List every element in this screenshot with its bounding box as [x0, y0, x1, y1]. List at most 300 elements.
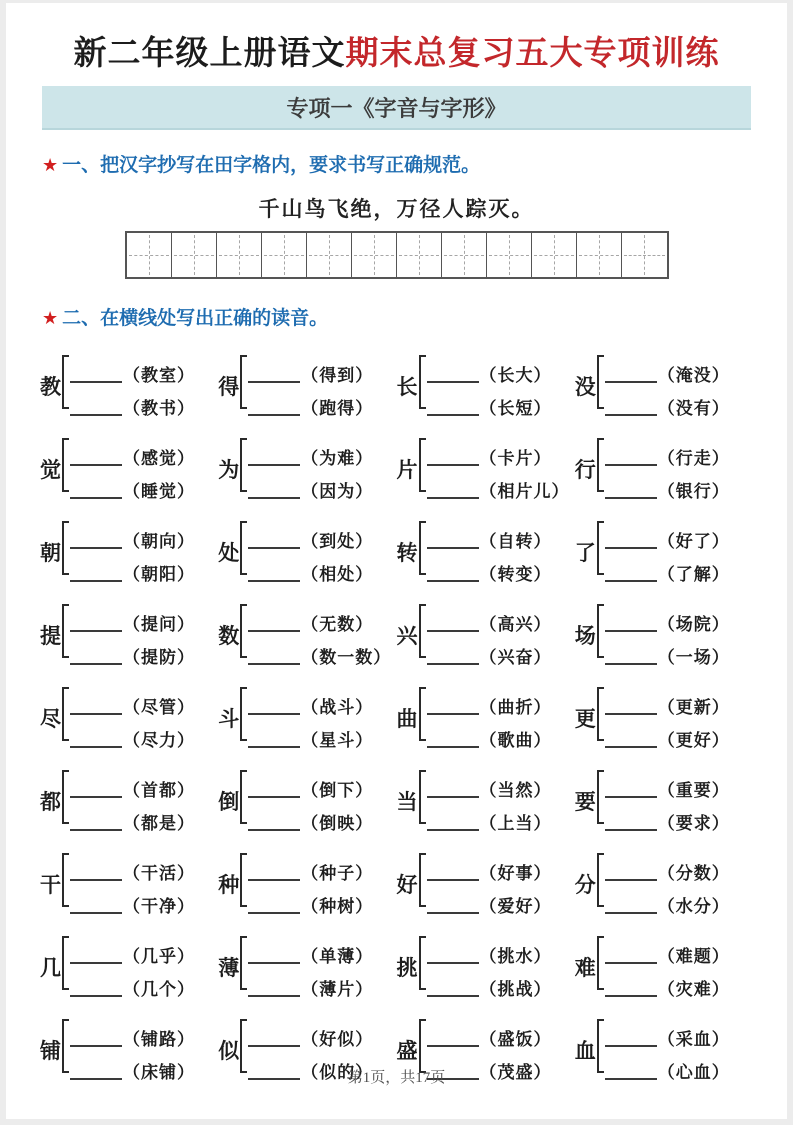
example-word: （好事）	[479, 864, 552, 883]
answer-blank	[70, 746, 122, 748]
word-pair-row	[70, 718, 195, 751]
word-pair-row	[427, 353, 552, 386]
answer-blank	[248, 796, 300, 798]
answer-blank	[70, 879, 122, 881]
bracket-icon	[597, 521, 604, 575]
group-character: 尽	[40, 707, 61, 731]
example-word: （灾难）	[657, 980, 730, 999]
group-character: 干	[40, 873, 61, 897]
bracket-icon	[62, 936, 69, 990]
example-word: （长短）	[479, 399, 552, 418]
word-pair-row	[70, 685, 195, 718]
word-pair-row	[427, 602, 552, 635]
group-character: 难	[574, 956, 596, 980]
word-pair-row	[605, 519, 730, 552]
example-word: （上当）	[479, 814, 552, 833]
bracket-icon	[419, 355, 426, 409]
bracket-icon	[62, 438, 69, 492]
group-character: 了	[574, 541, 596, 565]
phonetic-group	[397, 844, 575, 924]
word-pair-row	[70, 519, 195, 552]
word-pair-row	[248, 718, 373, 751]
writing-grid	[125, 231, 669, 279]
word-pair-row	[70, 602, 195, 635]
word-pairs	[70, 685, 195, 751]
bracket-icon	[419, 936, 426, 990]
answer-blank	[605, 580, 657, 582]
word-pair-row	[605, 718, 730, 751]
tian-grid-cell	[307, 233, 352, 277]
example-word: （感觉）	[123, 449, 195, 468]
word-pair-row	[605, 469, 730, 502]
word-pair-row	[248, 934, 373, 967]
word-pairs	[427, 353, 552, 419]
bracket-icon	[240, 936, 247, 990]
answer-blank	[70, 713, 122, 715]
word-pair-row	[427, 635, 552, 668]
example-word: （睡觉）	[123, 482, 195, 501]
word-pair-row	[70, 884, 195, 917]
example-word: （朝阳）	[123, 565, 195, 584]
example-word: （为难）	[301, 449, 374, 468]
word-pair-row	[605, 851, 730, 884]
answer-blank	[605, 630, 657, 632]
answer-blank	[605, 713, 657, 715]
example-word: （尽管）	[123, 698, 195, 717]
word-pair-row	[248, 436, 373, 469]
group-character: 种	[218, 873, 240, 897]
answer-blank	[427, 746, 479, 748]
answer-blank	[605, 547, 657, 549]
example-word: （数一数）	[301, 648, 392, 667]
group-character: 没	[574, 375, 596, 399]
answer-blank	[605, 912, 657, 914]
phonetic-group	[575, 678, 753, 758]
word-pairs	[248, 602, 391, 668]
bracket-icon	[597, 770, 604, 824]
example-word: （干净）	[123, 897, 195, 916]
word-pairs	[605, 602, 730, 668]
example-word: （因为）	[301, 482, 374, 501]
answer-blank	[427, 580, 479, 582]
answer-blank	[70, 547, 122, 549]
bracket-icon	[62, 853, 69, 907]
word-pair-row	[605, 884, 730, 917]
example-word: （了解）	[657, 565, 730, 584]
group-character: 铺	[40, 1039, 61, 1063]
word-pairs	[605, 519, 730, 585]
bracket-icon	[597, 936, 604, 990]
word-pair-row	[248, 552, 373, 585]
bracket-icon	[597, 355, 604, 409]
example-word: （盛饭）	[479, 1030, 552, 1049]
group-character: 当	[396, 790, 418, 814]
phonetic-group	[397, 761, 575, 841]
word-pair-row	[427, 768, 552, 801]
phonetic-group	[218, 595, 396, 675]
group-character: 教	[40, 375, 61, 399]
word-pair-row	[70, 934, 195, 967]
phonetic-group	[575, 761, 753, 841]
title-red-part: 期末总复习五大专项训练	[345, 36, 720, 72]
bracket-icon	[419, 521, 426, 575]
answer-blank	[427, 663, 479, 665]
example-word: （自转）	[479, 532, 552, 551]
answer-blank	[248, 547, 300, 549]
answer-blank	[248, 829, 300, 831]
word-pair-row	[427, 718, 552, 751]
word-pairs	[70, 851, 195, 917]
word-pair-row	[70, 801, 195, 834]
example-word: （好了）	[657, 532, 730, 551]
group-character: 盛	[396, 1039, 418, 1063]
example-word: （几个）	[123, 980, 195, 999]
example-word: （铺路）	[123, 1030, 195, 1049]
tian-grid-cell	[442, 233, 487, 277]
answer-blank	[427, 995, 479, 997]
word-pairs	[427, 768, 552, 834]
answer-blank	[605, 1045, 657, 1047]
word-pair-row	[427, 386, 552, 419]
word-pair-row	[605, 768, 730, 801]
word-pair-row	[248, 801, 373, 834]
bracket-icon	[240, 521, 247, 575]
word-pair-row	[427, 1017, 552, 1050]
example-word: （采血）	[657, 1030, 730, 1049]
bracket-icon	[62, 1019, 69, 1073]
group-character: 倒	[218, 790, 240, 814]
answer-blank	[605, 381, 657, 383]
group-character: 曲	[396, 707, 418, 731]
answer-blank	[605, 962, 657, 964]
group-character: 数	[218, 624, 240, 648]
answer-blank	[248, 962, 300, 964]
group-character: 得	[218, 375, 240, 399]
word-pairs	[605, 685, 730, 751]
word-pair-row	[70, 353, 195, 386]
example-word: （教书）	[123, 399, 195, 418]
word-pair-row	[605, 801, 730, 834]
answer-blank	[70, 829, 122, 831]
word-pairs	[248, 353, 373, 419]
group-character: 挑	[396, 956, 418, 980]
example-word: （倒下）	[301, 781, 374, 800]
word-pair-row	[427, 801, 552, 834]
phonetic-group	[40, 346, 218, 426]
group-character: 提	[40, 624, 61, 648]
example-word: （跑得）	[301, 399, 374, 418]
word-pair-row	[248, 685, 373, 718]
example-word: （难题）	[657, 947, 730, 966]
word-pair-row	[605, 386, 730, 419]
example-word: （更新）	[657, 698, 730, 717]
example-word: （分数）	[657, 864, 730, 883]
group-character: 似	[218, 1039, 240, 1063]
answer-blank	[605, 414, 657, 416]
group-character: 斗	[218, 707, 240, 731]
group-character: 好	[396, 873, 418, 897]
answer-blank	[427, 796, 479, 798]
word-pair-row	[427, 552, 552, 585]
bracket-icon	[419, 604, 426, 658]
tian-grid-cell	[172, 233, 217, 277]
word-pair-row	[70, 436, 195, 469]
answer-blank	[427, 414, 479, 416]
tian-grid-cell	[262, 233, 307, 277]
tian-grid-cell	[127, 233, 172, 277]
word-pair-row	[70, 386, 195, 419]
word-pairs	[427, 602, 552, 668]
answer-blank	[70, 796, 122, 798]
answer-blank	[427, 962, 479, 964]
example-word: （提问）	[123, 615, 195, 634]
phonetic-group	[218, 512, 396, 592]
section-banner: 专项一《字音与字形》	[42, 86, 751, 130]
word-pairs	[70, 353, 195, 419]
word-pair-row	[248, 967, 373, 1000]
answer-blank	[248, 995, 300, 997]
word-pair-row	[605, 967, 730, 1000]
answer-blank	[427, 381, 479, 383]
phonetic-group	[40, 761, 218, 841]
group-character: 觉	[40, 458, 61, 482]
word-pair-row	[248, 884, 373, 917]
example-word: （当然）	[479, 781, 552, 800]
word-pairs	[427, 934, 552, 1000]
word-pairs	[70, 934, 195, 1000]
answer-blank	[70, 630, 122, 632]
phonetic-group	[218, 844, 396, 924]
word-pairs	[605, 768, 730, 834]
bracket-icon	[240, 687, 247, 741]
word-pair-row	[427, 934, 552, 967]
star-icon: ★	[42, 308, 59, 328]
example-word: （要求）	[657, 814, 730, 833]
group-character: 处	[218, 541, 240, 565]
answer-blank	[605, 879, 657, 881]
group-character: 更	[574, 707, 596, 731]
group-character: 行	[574, 458, 596, 482]
word-pair-row	[248, 1017, 373, 1050]
word-pair-row	[248, 602, 391, 635]
word-pair-row	[70, 469, 195, 502]
example-word: （一场）	[657, 648, 730, 667]
bracket-icon	[419, 438, 426, 492]
word-pair-row	[427, 519, 552, 552]
example-word: （挑水）	[479, 947, 552, 966]
example-word: （得到）	[301, 366, 374, 385]
example-word: （重要）	[657, 781, 730, 800]
answer-blank	[248, 464, 300, 466]
example-word: （战斗）	[301, 698, 374, 717]
group-character: 场	[574, 624, 596, 648]
phonetic-group	[397, 512, 575, 592]
answer-blank	[70, 464, 122, 466]
word-pair-row	[427, 685, 552, 718]
word-pair-row	[70, 635, 195, 668]
word-pairs	[248, 768, 373, 834]
phonetic-group	[218, 761, 396, 841]
phonetic-group	[40, 678, 218, 758]
phonetic-group	[40, 844, 218, 924]
example-word: （干活）	[123, 864, 195, 883]
word-pair-row	[605, 934, 730, 967]
word-pair-row	[248, 768, 373, 801]
section2-heading	[42, 303, 753, 330]
answer-blank	[248, 713, 300, 715]
answer-blank	[248, 746, 300, 748]
phonetic-group	[40, 512, 218, 592]
example-word: （相片儿）	[479, 482, 570, 501]
word-pairs	[605, 851, 730, 917]
example-word: （水分）	[657, 897, 730, 916]
answer-blank	[605, 796, 657, 798]
word-pairs	[248, 436, 373, 502]
word-pairs	[605, 353, 730, 419]
bracket-icon	[62, 604, 69, 658]
bracket-icon	[62, 355, 69, 409]
phonetic-group	[575, 429, 753, 509]
example-word: （没有）	[657, 399, 730, 418]
word-pair-row	[427, 851, 552, 884]
word-pair-row	[427, 436, 570, 469]
answer-blank	[427, 464, 479, 466]
phonetic-group	[40, 927, 218, 1007]
bracket-icon	[240, 604, 247, 658]
phonetic-group	[218, 927, 396, 1007]
answer-blank	[70, 497, 122, 499]
answer-blank	[70, 912, 122, 914]
answer-blank	[427, 630, 479, 632]
word-pairs	[427, 519, 552, 585]
page-title	[40, 27, 753, 74]
example-word: （心血）	[657, 1063, 730, 1082]
example-word: （挑战）	[479, 980, 552, 999]
example-word: （长大）	[479, 366, 552, 385]
bracket-icon	[597, 687, 604, 741]
example-word: （淹没）	[657, 366, 730, 385]
bracket-icon	[240, 770, 247, 824]
example-word: （种子）	[301, 864, 374, 883]
phonetic-group	[575, 927, 753, 1007]
word-pair-row	[605, 1017, 730, 1050]
bracket-icon	[240, 355, 247, 409]
word-pair-row	[605, 552, 730, 585]
word-pair-row	[427, 469, 570, 502]
word-pairs	[248, 934, 373, 1000]
answer-blank	[248, 1045, 300, 1047]
word-pair-row	[70, 768, 195, 801]
word-pairs	[427, 436, 570, 502]
group-character: 片	[396, 458, 418, 482]
bracket-icon	[240, 853, 247, 907]
phonetic-group	[40, 429, 218, 509]
group-character: 都	[40, 790, 61, 814]
example-word: （首都）	[123, 781, 195, 800]
example-word: （更好）	[657, 731, 730, 750]
word-pair-row	[70, 967, 195, 1000]
phonetic-group	[575, 844, 753, 924]
answer-blank	[70, 414, 122, 416]
example-word: （尽力）	[123, 731, 195, 750]
answer-blank	[605, 464, 657, 466]
word-pair-row	[248, 353, 373, 386]
example-word: （几乎）	[123, 947, 195, 966]
answer-blank	[70, 381, 122, 383]
word-pairs	[70, 436, 195, 502]
word-pair-row	[70, 1017, 195, 1050]
example-word: （似的）	[301, 1063, 374, 1082]
example-word: （银行）	[657, 482, 730, 501]
word-pair-row	[605, 685, 730, 718]
tian-grid-cell	[487, 233, 532, 277]
example-word: （好似）	[301, 1030, 374, 1049]
pronunciation-groups	[40, 346, 753, 1090]
word-pairs	[70, 519, 195, 585]
word-pair-row	[605, 602, 730, 635]
phonetic-group	[218, 678, 396, 758]
word-pair-row	[248, 851, 373, 884]
example-word: （歌曲）	[479, 731, 552, 750]
word-pair-row	[605, 353, 730, 386]
answer-blank	[605, 746, 657, 748]
example-word: （卡片）	[479, 449, 552, 468]
example-word: （单薄）	[301, 947, 374, 966]
word-pairs	[70, 602, 195, 668]
tian-grid-cell	[577, 233, 622, 277]
group-character: 朝	[40, 541, 61, 565]
section1-heading-text: 一、把汉字抄写在田字格内，要求书写正确规范。	[62, 155, 481, 176]
star-icon: ★	[42, 155, 59, 175]
phonetic-group	[397, 927, 575, 1007]
word-pairs	[605, 436, 730, 502]
example-word: （爱好）	[479, 897, 552, 916]
phonetic-group	[218, 429, 396, 509]
answer-blank	[248, 414, 300, 416]
word-pairs	[427, 851, 552, 917]
answer-blank	[70, 962, 122, 964]
word-pair-row	[70, 851, 195, 884]
section2-heading-text: 二、在横线处写出正确的读音。	[62, 308, 329, 329]
word-pair-row	[427, 884, 552, 917]
example-word: （无数）	[301, 615, 374, 634]
section1-heading	[42, 150, 753, 177]
phonetic-group	[218, 346, 396, 426]
example-word: （兴奋）	[479, 648, 552, 667]
bracket-icon	[240, 1019, 247, 1073]
answer-blank	[605, 995, 657, 997]
answer-blank	[248, 497, 300, 499]
group-character: 分	[574, 873, 596, 897]
example-word: （到处）	[301, 532, 374, 551]
bracket-icon	[597, 604, 604, 658]
example-word: （高兴）	[479, 615, 552, 634]
example-word: （曲折）	[479, 698, 552, 717]
answer-blank	[427, 713, 479, 715]
example-word: （相处）	[301, 565, 374, 584]
word-pairs	[70, 768, 195, 834]
bracket-icon	[597, 853, 604, 907]
example-word: （教室）	[123, 366, 195, 385]
word-pair-row	[248, 469, 373, 502]
word-pair-row	[248, 519, 373, 552]
answer-blank	[70, 1045, 122, 1047]
example-word: （转变）	[479, 565, 552, 584]
answer-blank	[605, 829, 657, 831]
phonetic-group	[575, 595, 753, 675]
word-pair-row	[427, 967, 552, 1000]
example-word: （床铺）	[123, 1063, 195, 1082]
